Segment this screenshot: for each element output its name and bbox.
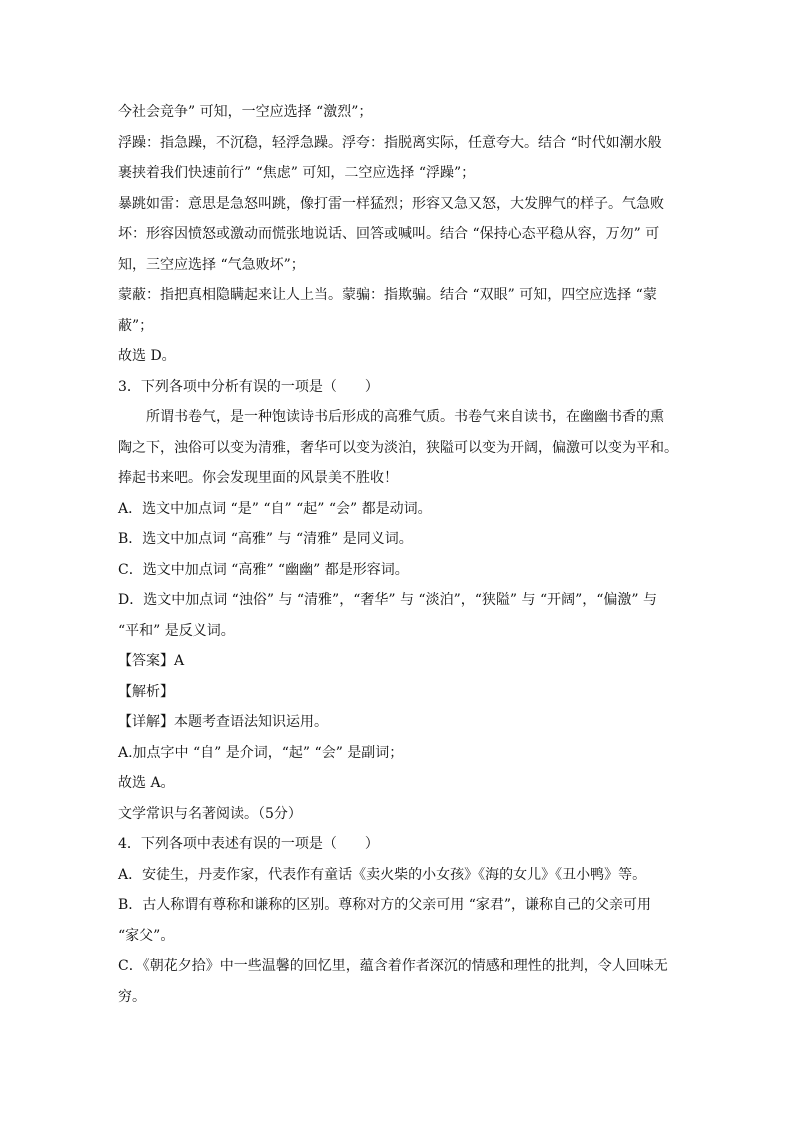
document-body	[118, 97, 678, 1012]
option-b-continued: “家父”。	[118, 927, 175, 944]
passage-line: 捧起书来吧。你会发现里面的风景美不胜收！	[118, 470, 398, 486]
option-c: C．选文中加点词 “高雅” “幽幽” 都是形容词。	[118, 561, 409, 578]
option-a: A．选文中加点词 “是” “自” “起” “会” 都是动词。	[118, 500, 432, 517]
option-d-continued: “平和” 是反义词。	[118, 622, 235, 639]
option-c-continued: 穷。	[118, 988, 146, 1005]
analysis-label: 【解析】	[118, 683, 174, 700]
passage-line: 所谓书卷气，是一种饱读诗书后形成的高雅气质。书卷气来自读书，在幽幽书香的熏	[146, 409, 664, 425]
passage-line: 陶之下，浊俗可以变为清雅，奢华可以变为淡泊，狭隘可以变为开阔，偏激可以变为平和。	[118, 439, 678, 456]
text-line: 坏：形容因愤怒或激动而慌张地说话、回答或喊叫。结合 “保持心态平稳从容，万勿” 可	[118, 226, 660, 242]
question-4-stem: 4．下列各项中表述有误的一项是（ ）	[118, 836, 379, 852]
text-line: 暴跳如雷：意思是急怒叫跳，像打雷一样猛烈；形容又急又怒，大发脾气的样子。气急败	[118, 195, 664, 212]
answer-label: 【答案】A	[118, 653, 185, 669]
text-line: 今社会竞争” 可知，一空应选择 “激烈”；	[118, 104, 373, 120]
text-line: 浮躁：指急躁，不沉稳，轻浮急躁。浮夸：指脱离实际，任意夸大。结合 “时代如潮水般	[118, 134, 662, 151]
option-b: B．选文中加点词 “高雅” 与 “清雅” 是同义词。	[118, 531, 413, 547]
text-line: A.加点字中 “自” 是介词，“起” “会” 是副词；	[118, 744, 404, 761]
section-heading: 文学常识与名著阅读。（5分）	[118, 805, 302, 822]
text-line: 故选 D。	[118, 348, 176, 364]
option-a: A．安徒生，丹麦作家，代表作有童话《卖火柴的小女孩》《海的女儿》《丑小鸭》等。	[118, 866, 647, 883]
text-line: 蔽”；	[118, 317, 154, 334]
text-line: 蒙蔽：指把真相隐瞒起来让人上当。蒙骗：指欺骗。结合 “双眼” 可知，四空应选择 “蒙	[118, 287, 657, 303]
text-line: 知，三空应选择 “气急败坏”；	[118, 256, 305, 273]
question-3-stem: 3．下列各项中分析有误的一项是（ ）	[118, 378, 379, 395]
text-line: 故选 A。	[118, 775, 175, 791]
option-b: B．古人称谓有尊称和谦称的区别。尊称对方的父亲可用 “家君”，谦称自己的父亲可用	[118, 897, 652, 913]
detail-label: 【详解】本题考查语法知识运用。	[118, 714, 328, 730]
option-d: D．选文中加点词 “浊俗” 与 “清雅”，“奢华” 与 “淡泊”，“狭隘” 与 “开阔”，“偏激” 与	[118, 592, 658, 608]
option-c: C．《朝花夕拾》中一些温馨的回忆里，蕴含着作者深沉的情感和理性的批判，令人回味无	[118, 958, 668, 974]
text-line: 裹挟着我们快速前行” “焦虑” 可知，二空应选择 “浮躁”；	[118, 165, 476, 181]
